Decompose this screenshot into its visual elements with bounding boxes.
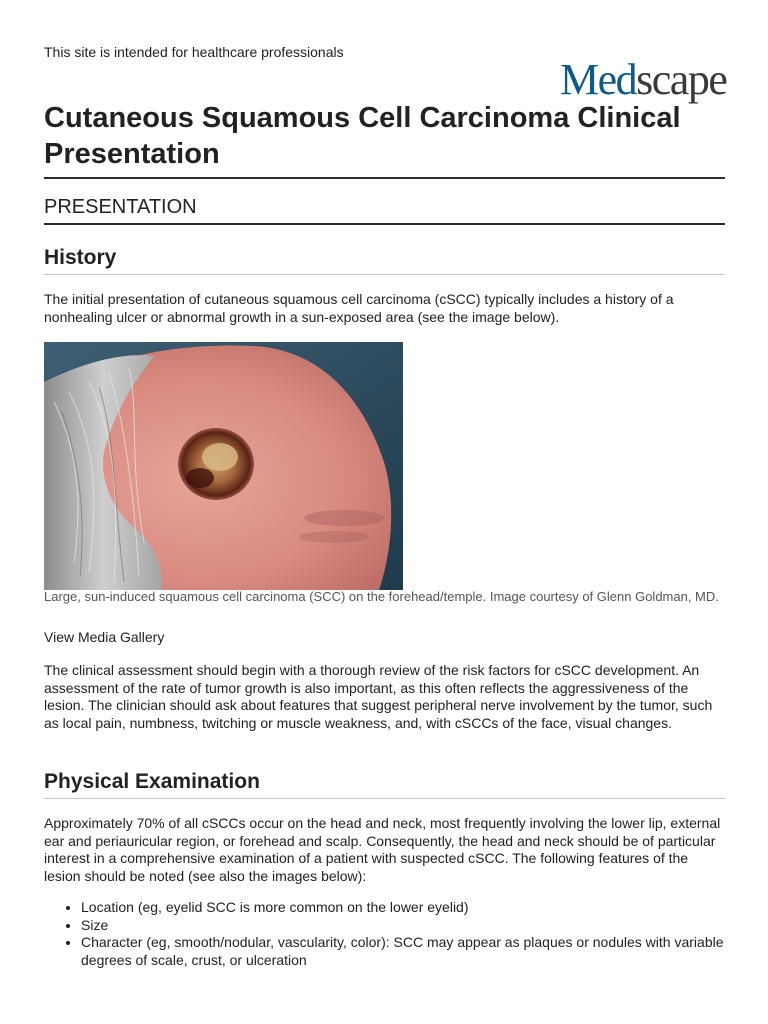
physical-exam-heading: Physical Examination (44, 770, 260, 793)
title-divider (44, 177, 725, 179)
section-label: PRESENTATION (44, 196, 197, 218)
history-heading: History (44, 246, 117, 269)
hcp-notice: This site is intended for healthcare professionals (44, 44, 344, 60)
logo-med-text: Med (560, 55, 637, 104)
physical-exam-intro: Approximately 70% of all cSCCs occur on the head and neck, most frequently involving the lower lip, external ear and periauricular region, or forehead and scalp. Consequently, the head and neck should be of particular interest in a comprehensive examination of a patient with suspected cSCC. The following features of the lesion should be noted (see also the images below): (44, 815, 721, 884)
logo-scape-text: scape (636, 55, 727, 104)
list-item: • Location (eg, eyelid SCC is more common on the lower eyelid) (81, 899, 765, 917)
page-title: Cutaneous Squamous Cell Carcinoma Clinical Presentation (44, 102, 681, 170)
assessment-paragraph: The clinical assessment should begin with a thorough review of the risk factors for cSCC development. An assessment of the rate of tumor growth is also important, as this often reflects the aggressiveness of the lesion. The clinician should ask about features that suggest peripheral nerve involvement by the tumor, such as local pain, numbness, twitching or muscle weakness, and, with cSCCs of the face, visual changes. (44, 662, 713, 731)
view-media-gallery-link[interactable]: View Media Gallery (44, 629, 165, 645)
section-divider (44, 223, 725, 225)
medscape-logo[interactable] (560, 56, 726, 104)
history-intro: The initial presentation of cutaneous squamous cell carcinoma (cSCC) typically includes a history of a nonhealing ulcer or abnormal growth in a sun-exposed area (see the image below). (44, 291, 674, 325)
list-item: • Size (81, 917, 765, 935)
list-item: • Character (eg, smooth/nodular, vascularity, color): SCC may appear as plaques or nodules with variable degrees of scale, crust, or ulceration (81, 934, 765, 969)
physical-exam-rule (44, 798, 725, 799)
clinical-image[interactable] (44, 342, 403, 590)
features-list (44, 899, 765, 969)
history-rule (44, 274, 725, 275)
image-caption: Large, sun-induced squamous cell carcinoma (SCC) on the forehead/temple. Image courtesy of Glenn Goldman, MD. (44, 589, 719, 604)
